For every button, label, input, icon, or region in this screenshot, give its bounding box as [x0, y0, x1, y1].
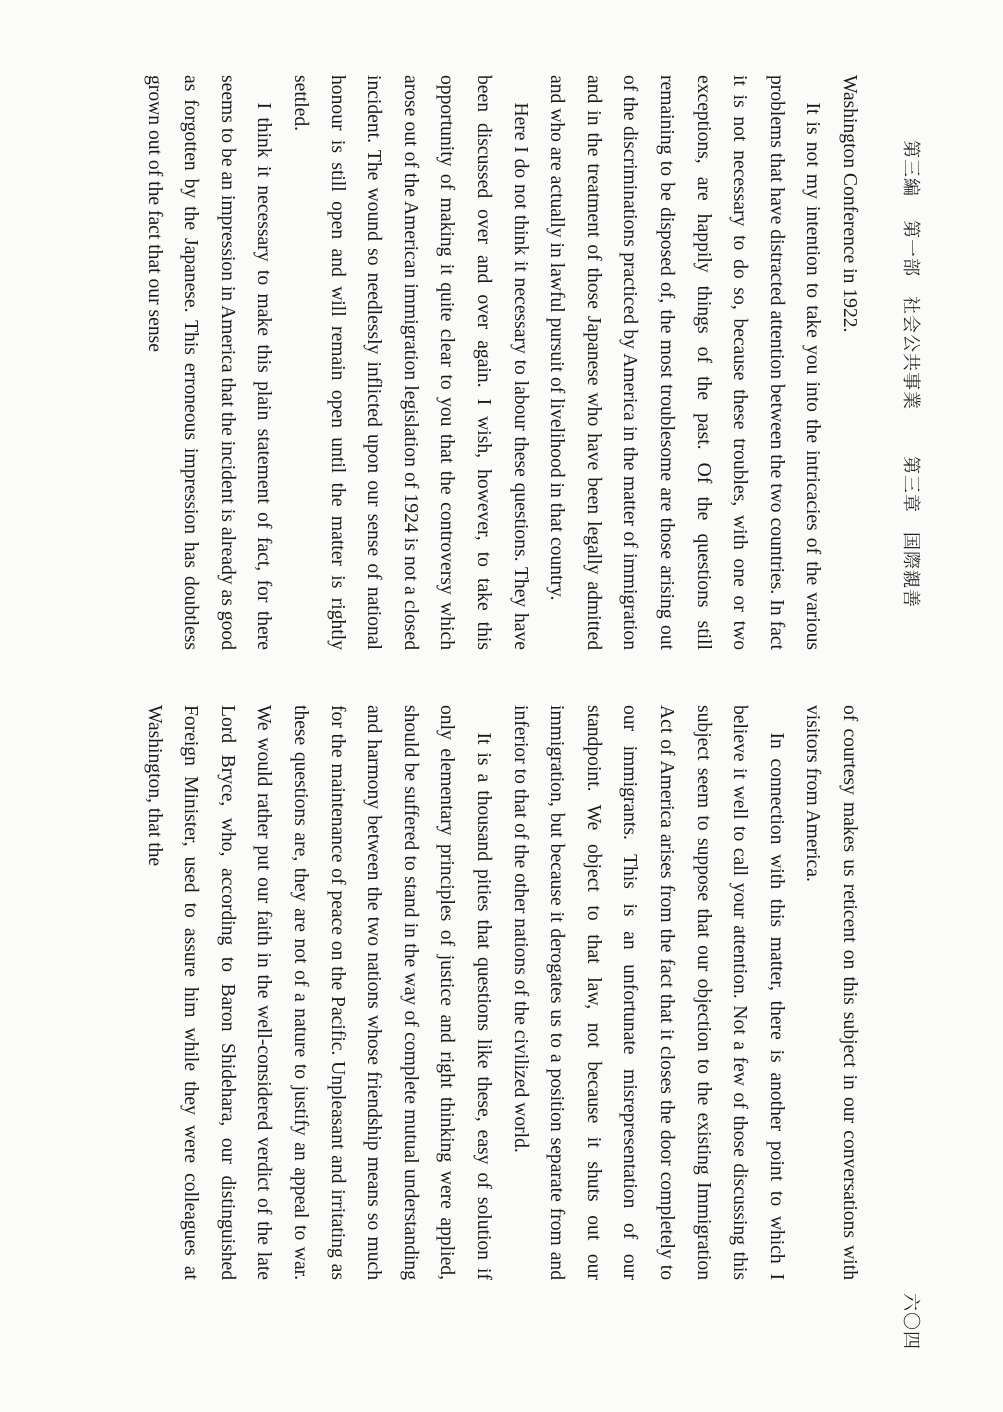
left-text-column — [27, 75, 867, 650]
running-header — [895, 140, 925, 1360]
paragraph: It is a thousand pities that questions like these, easy of solution if only elementary principles of justice and right thinking were applied, should be suffered to stand in the way of complete mutual understanding and harmony between the two nations whose friendship means so much for the maintenance of peace on the Pacific. Unpleasant and irritating as these questions are, they are not of a nature to justify an appeal to war. We would rather put our faith in the well-considered verdict of the late Lord Bryce, who, according to Baron Shidehara, our distinguished Foreign Minister, used to assure him while they were colleagues at Washington, that the — [143, 705, 495, 1280]
right-text-column — [27, 705, 867, 1280]
header-chapter: 第三章 国際親善 — [900, 456, 921, 608]
paragraph: In connection with this matter, there is another point to which I believe it well to call your attention. Not a few of those discussing this subject seem to suppose that our objection to the existing Immigration Act of America arises from the fact that it closes the door completely to our immigrants. This is an unfortunate misrepresentation of our standpoint. We object to that law, not because it shuts out our immigration, but because it derogates us to a position separate from and inferior to that of the other nations of the civilized world. — [509, 705, 787, 1280]
paragraph: of courtesy makes us reticent on this subject in our conversations with visitors from America. — [802, 705, 860, 1280]
paragraph: It is not my intention to take you into the intricacies of the various problems that have distracted attention between the two countries. In fact it is not necessary to do so, because these troubles, with one or two exceptions, are happily things of the past. Of the questions still remaining to be disposed of, the most troublesome are those arising out of the discriminations practiced by America in the matter of immigration and in the treatment of those Japanese who have been legally admitted and who are actually in lawful pursuit of livelihood in that country. — [546, 75, 824, 650]
page-number: 六〇四 — [900, 1293, 921, 1350]
header-part: 第三編 — [900, 140, 921, 197]
paragraph: I think it necessary to make this plain statement of fact, for there seems to be an impression in America that the incident is already as good as forgotten by the Japanese. This erroneous impression has doubtless grown out of the fact that our sense — [143, 75, 275, 650]
paragraph: Here I do not think it necessary to labour these questions. They have been discussed over and over again. I wish, however, to take this opportunity of making it quite clear to you that the controversy which arose out of the American immigration legislation of 1924 is not a closed incident. The wound so needlessly inflicted upon our sense of national honour is still open and will remain open until the matter is rightly settled. — [290, 75, 531, 650]
header-section: 第一部 社会公共事業 — [900, 220, 921, 410]
paragraph: Washington Conference in 1922. — [839, 75, 860, 333]
